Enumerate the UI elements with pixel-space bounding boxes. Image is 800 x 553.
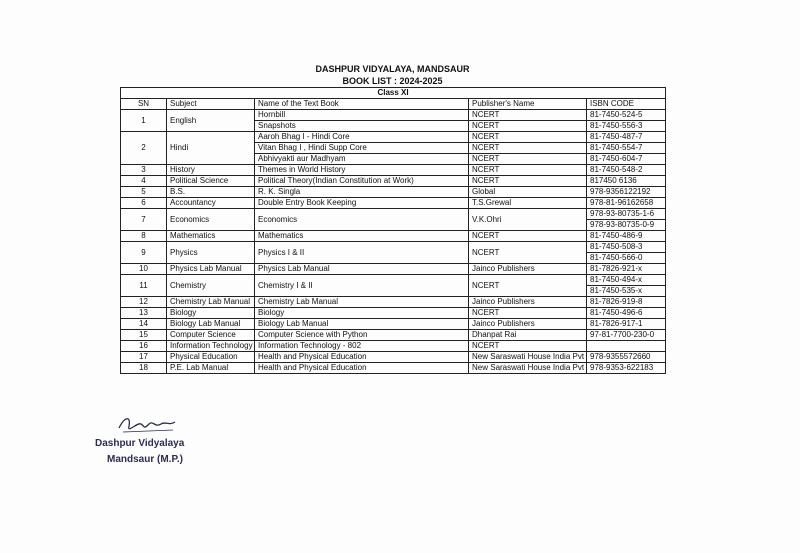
isbn-cell: 978-93-80735-0-9 [587, 220, 666, 231]
subject-cell: Information Technology [167, 341, 255, 352]
isbn-cell: 81-7450-486-9 [587, 231, 666, 242]
publisher-cell: NCERT [469, 308, 587, 319]
isbn-cell: 817450 6136 [587, 176, 666, 187]
subject-cell: History [167, 165, 255, 176]
table-row [121, 198, 666, 209]
sn-cell: 6 [121, 198, 167, 209]
signature-line-school: Dashpur Vidyalaya [95, 438, 185, 449]
sn-cell: 17 [121, 352, 167, 363]
book-cell: Political Theory(Indian Constitution at Work) [255, 176, 469, 187]
book-cell: Chemistry Lab Manual [255, 297, 469, 308]
subject-cell: English [167, 110, 255, 132]
subject-cell: Hindi [167, 132, 255, 165]
signature-line-city: Mandsaur (M.P.) [107, 454, 183, 465]
class-row [121, 88, 666, 99]
subject-cell: Physical Education [167, 352, 255, 363]
publisher-cell: NCERT [469, 176, 587, 187]
book-cell: Biology [255, 308, 469, 319]
table-row [121, 165, 666, 176]
publisher-cell: NCERT [469, 341, 587, 352]
publisher-cell: NCERT [469, 154, 587, 165]
subject-cell: Physics [167, 242, 255, 264]
sn-cell: 8 [121, 231, 167, 242]
table-row [121, 308, 666, 319]
publisher-cell: New Saraswati House India Pvt [469, 363, 587, 374]
isbn-cell: 81-7450-535-x [587, 286, 666, 297]
isbn-cell: 81-7450-548-2 [587, 165, 666, 176]
isbn-cell: 81-7450-566-0 [587, 253, 666, 264]
subject-cell: Physics Lab Manual [167, 264, 255, 275]
book-cell: Snapshots [255, 121, 469, 132]
table-row [121, 319, 666, 330]
isbn-cell: 81-7450-554-7 [587, 143, 666, 154]
sn-cell: 13 [121, 308, 167, 319]
class-label: Class XI [121, 88, 666, 99]
subject-cell: B.S. [167, 187, 255, 198]
table-row [121, 132, 666, 143]
sn-cell: 4 [121, 176, 167, 187]
column-header: Subject [167, 99, 255, 110]
book-list-title: BOOK LIST : 2024-2025 [342, 76, 443, 86]
isbn-cell: 81-7450-508-3 [587, 242, 666, 253]
isbn-cell: 81-7450-556-3 [587, 121, 666, 132]
book-cell: Physics Lab Manual [255, 264, 469, 275]
isbn-cell: 81-7450-496-6 [587, 308, 666, 319]
book-cell: Computer Science with Python [255, 330, 469, 341]
subject-cell: Accountancy [167, 198, 255, 209]
table-row [121, 231, 666, 242]
subject-cell: Computer Science [167, 330, 255, 341]
book-cell: Vitan Bhag I , Hindi Supp Core [255, 143, 469, 154]
publisher-cell: Global [469, 187, 587, 198]
book-cell: Themes in World History [255, 165, 469, 176]
subject-cell: Biology [167, 308, 255, 319]
table-row [121, 275, 666, 286]
sn-cell: 18 [121, 363, 167, 374]
table-row [121, 264, 666, 275]
subject-cell: Mathematics [167, 231, 255, 242]
column-header: ISBN CODE [587, 99, 666, 110]
publisher-cell: NCERT [469, 242, 587, 264]
publisher-cell: V.K.Ohri [469, 209, 587, 231]
column-header-row [121, 99, 666, 110]
subject-cell: Political Science [167, 176, 255, 187]
table-row [121, 363, 666, 374]
sn-cell: 5 [121, 187, 167, 198]
book-cell: Information Technology - 802 [255, 341, 469, 352]
subject-cell: P.E. Lab Manual [167, 363, 255, 374]
book-cell: Mathematics [255, 231, 469, 242]
table-row [121, 187, 666, 198]
subject-cell: Biology Lab Manual [167, 319, 255, 330]
isbn-cell: 81-7450-604-7 [587, 154, 666, 165]
publisher-cell: NCERT [469, 121, 587, 132]
publisher-cell: NCERT [469, 132, 587, 143]
publisher-cell: NCERT [469, 275, 587, 297]
column-header: Publisher's Name [469, 99, 587, 110]
sn-cell: 3 [121, 165, 167, 176]
isbn-cell: 81-7826-917-1 [587, 319, 666, 330]
sn-cell: 11 [121, 275, 167, 297]
book-list-table [120, 87, 666, 374]
sn-cell: 14 [121, 319, 167, 330]
isbn-cell: 81-7450-487-7 [587, 132, 666, 143]
sn-cell: 9 [121, 242, 167, 264]
publisher-cell: Dhanpat Rai [469, 330, 587, 341]
book-cell: Double Entry Book Keeping [255, 198, 469, 209]
book-cell: Health and Physical Education [255, 352, 469, 363]
sn-cell: 1 [121, 110, 167, 132]
column-header: SN [121, 99, 167, 110]
subject-cell: Economics [167, 209, 255, 231]
sn-cell: 2 [121, 132, 167, 165]
book-cell: Economics [255, 209, 469, 231]
sn-cell: 15 [121, 330, 167, 341]
sn-cell: 16 [121, 341, 167, 352]
isbn-cell: 978-9356122192 [587, 187, 666, 198]
book-cell: Aaroh Bhag I - Hindi Core [255, 132, 469, 143]
book-cell: Biology Lab Manual [255, 319, 469, 330]
isbn-cell: 81-7826-921-x [587, 264, 666, 275]
book-cell: Abhivyakti aur Madhyam [255, 154, 469, 165]
sn-cell: 7 [121, 209, 167, 231]
subject-cell: Chemistry [167, 275, 255, 297]
table-row [121, 209, 666, 220]
table-row [121, 341, 666, 352]
isbn-cell: 81-7450-494-x [587, 275, 666, 286]
sn-cell: 12 [121, 297, 167, 308]
column-header: Name of the Text Book [255, 99, 469, 110]
publisher-cell: NCERT [469, 231, 587, 242]
isbn-cell [587, 341, 666, 352]
publisher-cell: T.S.Grewal [469, 198, 587, 209]
publisher-cell: Jainco Publishers [469, 297, 587, 308]
table-row [121, 110, 666, 121]
publisher-cell: Jainco Publishers [469, 264, 587, 275]
signature-scrawl-icon [115, 412, 185, 436]
book-cell: Hornbill [255, 110, 469, 121]
isbn-cell: 81-7826-919-8 [587, 297, 666, 308]
isbn-cell: 978-81-96162658 [587, 198, 666, 209]
publisher-cell: NCERT [469, 143, 587, 154]
isbn-cell: 978-9355572660 [587, 352, 666, 363]
publisher-cell: NCERT [469, 110, 587, 121]
publisher-cell: New Saraswati House India Pvt [469, 352, 587, 363]
table-row [121, 242, 666, 253]
table-row [121, 176, 666, 187]
book-cell: Chemistry I & II [255, 275, 469, 297]
table-row [121, 330, 666, 341]
isbn-cell: 978-93-80735-1-6 [587, 209, 666, 220]
publisher-cell: Jainco Publishers [469, 319, 587, 330]
isbn-cell: 978-9353-622183 [587, 363, 666, 374]
isbn-cell: 97-81-7700-230-0 [587, 330, 666, 341]
publisher-cell: NCERT [469, 165, 587, 176]
isbn-cell: 81-7450-524-5 [587, 110, 666, 121]
table-row [121, 352, 666, 363]
book-cell: Physics I & II [255, 242, 469, 264]
subject-cell: Chemistry Lab Manual [167, 297, 255, 308]
school-name: DASHPUR VIDYALAYA, MANDSAUR [315, 64, 470, 74]
sn-cell: 10 [121, 264, 167, 275]
table-row [121, 297, 666, 308]
book-cell: R. K. Singla [255, 187, 469, 198]
book-cell: Health and Physical Education [255, 363, 469, 374]
